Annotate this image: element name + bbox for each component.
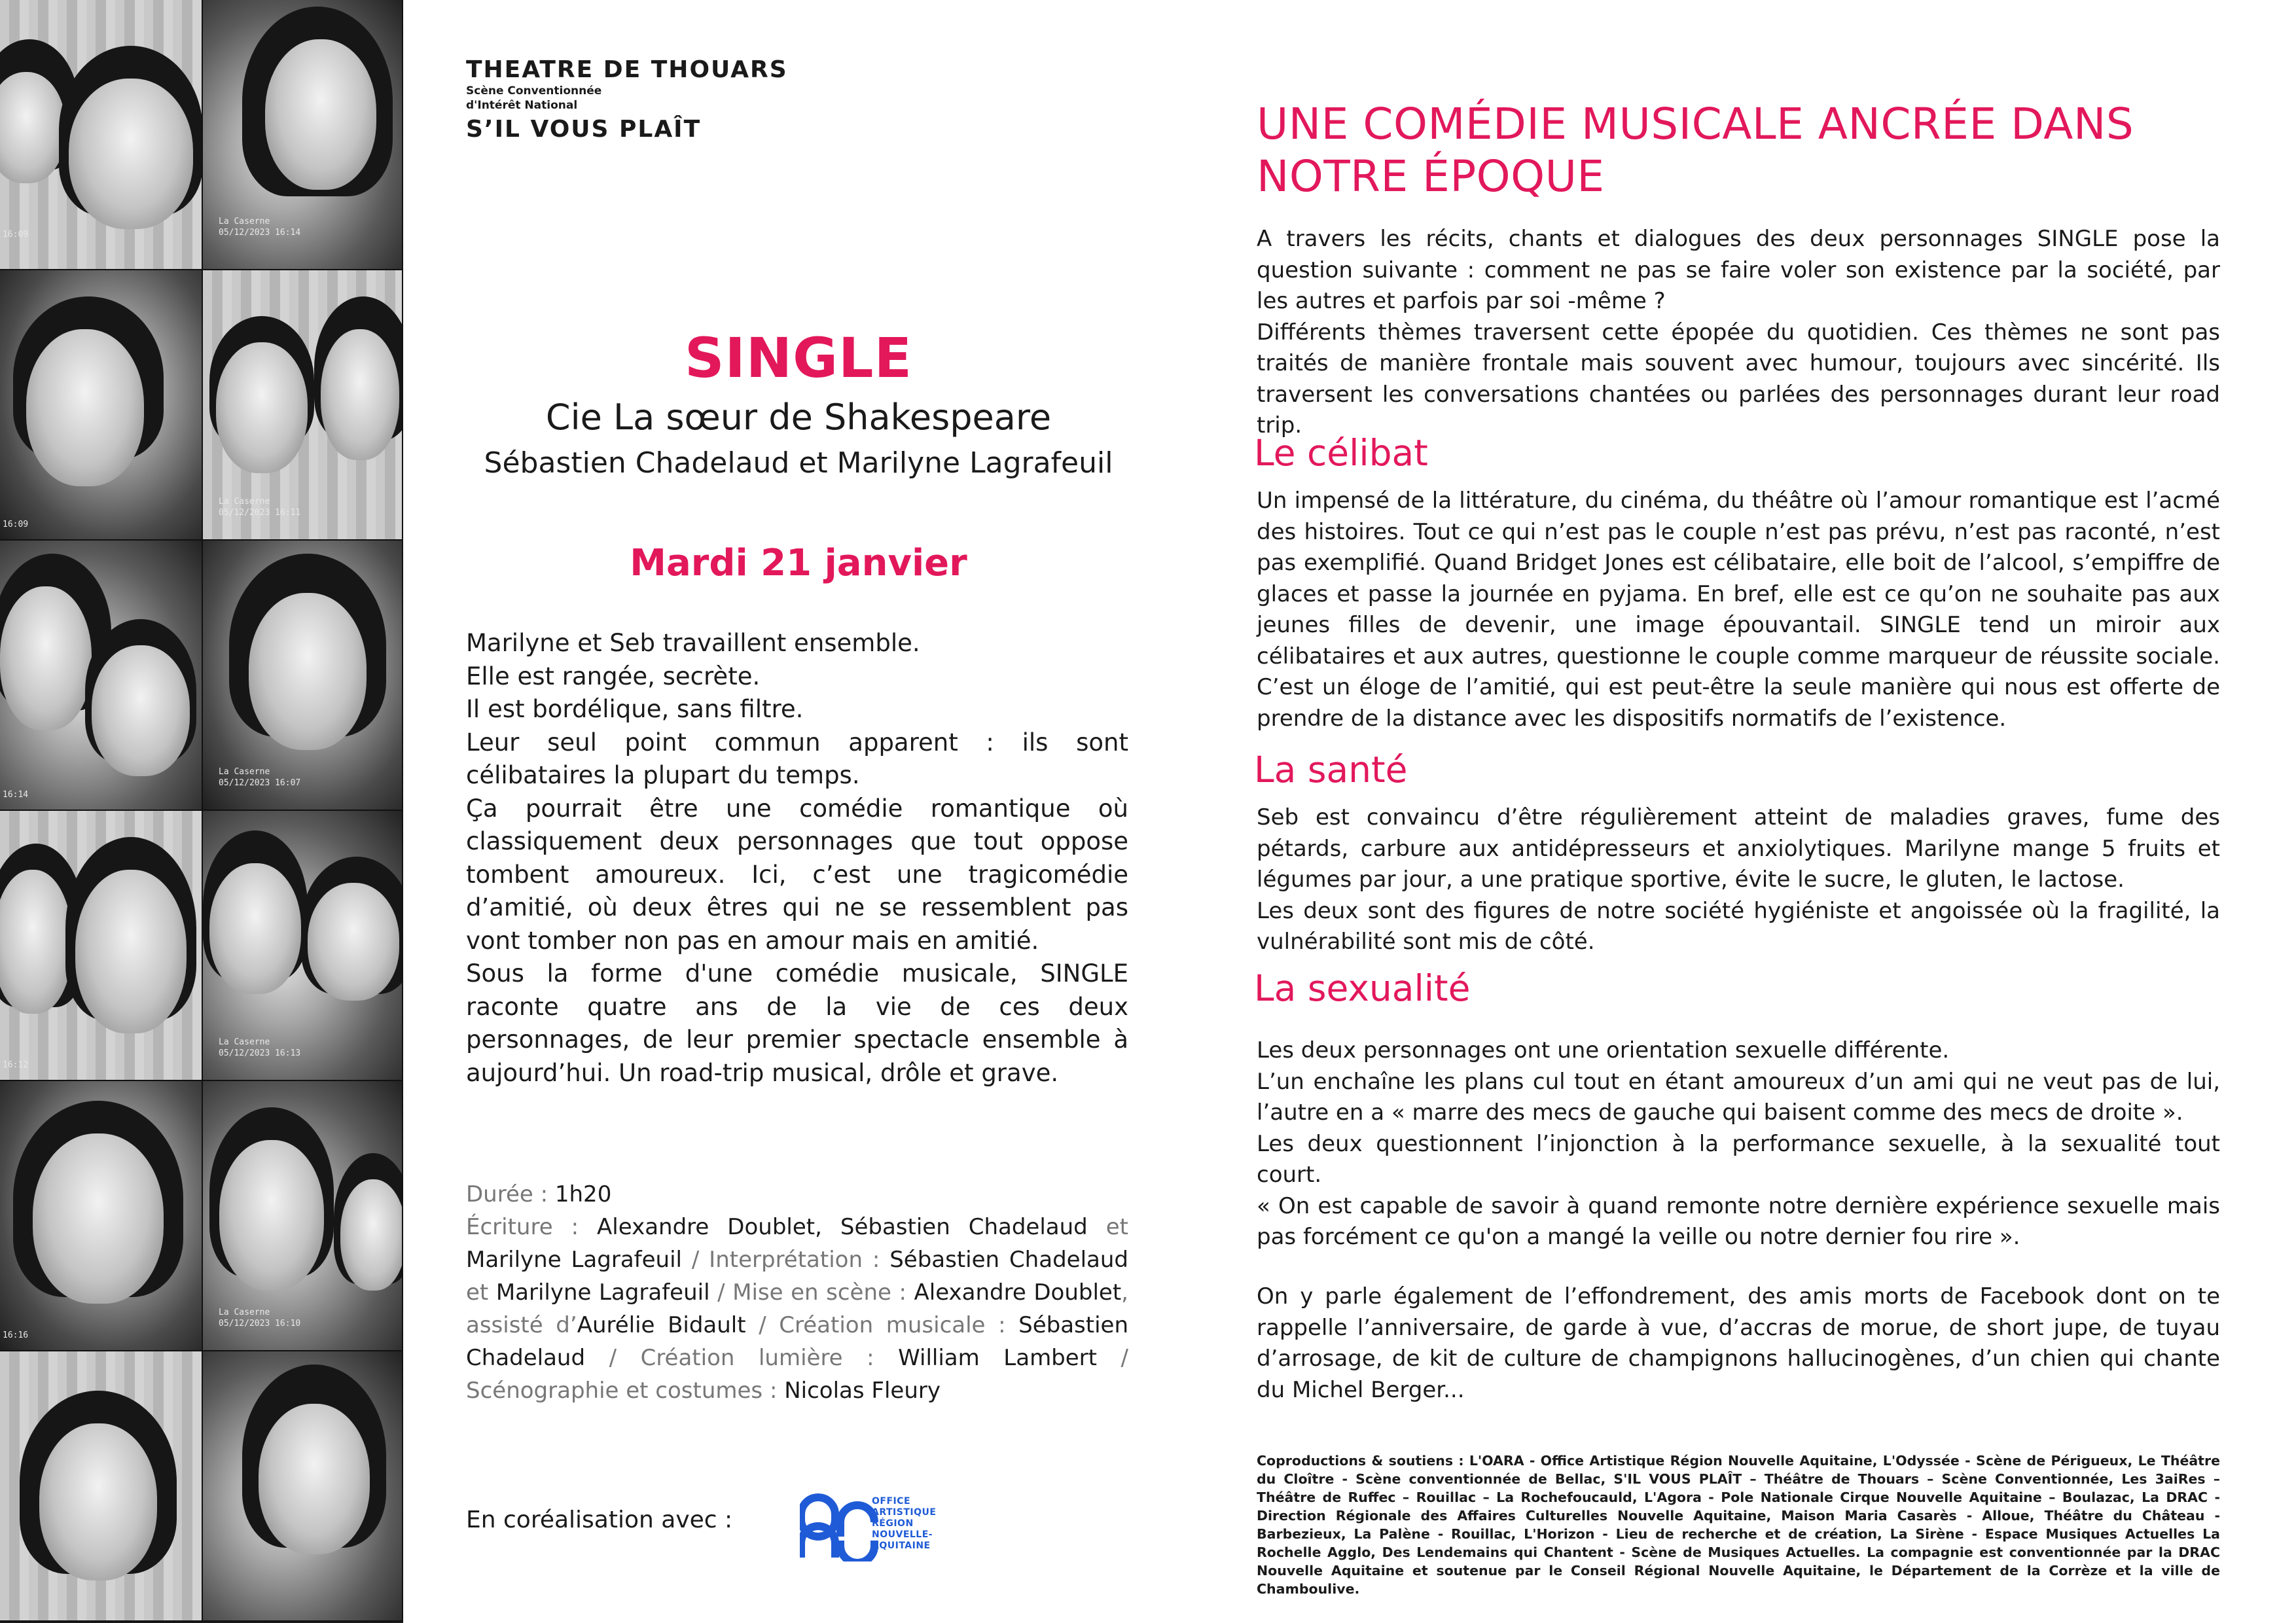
intro-text — [1257, 224, 2220, 442]
description-paragraph: Ça pourrait être une comédie romantique où classiquement deux personnages que tout oppose tombent amoureux. Ici, c’est une tragicomédie d’amitié, où deux êtres qui ne se ressemblent pas vont tomber non pas en amour mais en amitié. — [466, 794, 1128, 955]
photo-booth-image — [0, 1081, 203, 1351]
staging-label: / Mise en scène : — [709, 1279, 914, 1306]
description-paragraph: Elle est rangée, secrète. — [466, 662, 761, 690]
show-authors: Sébastien Chadelaud et Marilyne Lagrafeuil — [484, 446, 1113, 480]
section-paragraph: Les deux questionnent l’injonction à la performance sexuelle, à la sexualité tout court. — [1257, 1130, 2220, 1188]
photo-timestamp: 16:16 — [3, 1330, 29, 1340]
show-description — [466, 627, 1128, 1090]
section-heading-sante: La santé — [1254, 749, 1408, 791]
duration-line — [466, 1178, 1128, 1211]
coproductions-footnote: Coproductions & soutiens : L'OARA - Office Artistique Région Nouvelle Aquitaine, L'Odyssée - Scène de Périgueux, Le Théâtre du Cloître - Scène conventionnée de Bellac, S'IL VOUS PLAÎT – Théâtre de Thouars – Scène Conventionnée, Les 3aiRes – Théâtre de Ruffec – Rouillac – La Rochefoucauld, L'Agora - Pole Nationale Cirque Nouvelle Aquitaine – Boulazac, La DRAC - Direction Régionale des Affaires Culturelles Nouvelle Aquitaine, Maison Maria Casarès - Alloue, Théâtre du Château - Barbezieux, La Palène - Rouillac, L'Horizon - Lieu de recherche et de création, La Sirène - Espace Musiques Actuelles La Rochelle Agglo, Des Lendemains qui Chantent - Scène de Musiques Actuelles. La compagnie est conventionnée par la DRAC Nouvelle Aquitaine et soutenue par le Conseil Régional Nouvelle Aquitaine, le Département de la Corrèze et la ville de Chamboulive. — [1257, 1453, 2220, 1597]
closing-text — [1257, 1281, 2220, 1406]
theatre-subtitle-1: Scène Conventionnée — [466, 84, 602, 98]
light-value: William Lambert — [898, 1345, 1097, 1371]
music-value: Sébastien Chadelaud — [466, 1312, 1129, 1371]
description-paragraph: Sous la forme d'une comédie musicale, SINGLE raconte quatre ans de la vie de ces deux personnages, de leur premier spectacle ensemble à aujourd’hui. Un road-trip musical, drôle et grave. — [466, 959, 1128, 1087]
oara-line-2: ARTISTIQUE — [872, 1507, 937, 1518]
assisted-label: , assisté d’ — [466, 1279, 1128, 1338]
photo-booth-image — [0, 1351, 203, 1622]
intro-paragraph: Différents thèmes traversent cette épopée du quotidien. Ces thèmes ne sont pas traités de manière frontale mais souvent avec humour, toujours avec sincérité. Ils traversent les conversations chantées ou parlées des personnages durant leur road trip. — [1257, 319, 2220, 438]
section-heading-sexualite: La sexualité — [1254, 967, 1471, 1009]
assisted-value: Aurélie Bidault — [577, 1312, 746, 1338]
theatre-subtitle-2: d'Intérêt National — [466, 99, 578, 112]
photo-timestamp: 16:09 — [3, 230, 29, 240]
photo-booth-image — [0, 811, 203, 1081]
photo-booth-image — [203, 811, 403, 1081]
oara-line-4: NOUVELLE- — [872, 1529, 933, 1540]
photo-booth-image — [203, 1081, 403, 1351]
photo-timestamp: 16:09 — [3, 520, 29, 529]
duration-value: 1h20 — [554, 1181, 612, 1207]
photo-timestamp: 16:12 — [3, 1060, 29, 1070]
photo-strip — [0, 0, 403, 1623]
description-paragraph: Marilyne et Seb travaillent ensemble. — [466, 629, 920, 657]
show-credits — [466, 1178, 1128, 1407]
set-label: / Scénographie et costumes : — [466, 1345, 1128, 1404]
section-paragraph: L’un enchaîne les plans cul tout en étant amoureux d’un ami qui ne veut pas de lui, l’autre en a « marre des mecs de gauche qui baisent comme des mecs de droite ». — [1257, 1068, 2220, 1126]
photo-timestamp: La Caserne 05/12/2023 16:14 — [219, 217, 301, 238]
theatre-brand — [466, 56, 788, 143]
section-text-celibat — [1257, 486, 2220, 734]
oara-line-5: AQUITAINE — [872, 1541, 931, 1551]
photo-timestamp: La Caserne 05/12/2023 16:11 — [219, 497, 301, 518]
duration-label: Durée : — [466, 1181, 555, 1207]
photo-booth-image — [203, 270, 403, 541]
photo-booth-image — [203, 0, 403, 270]
closing-paragraph: On y parle également de l’effondrement, des amis morts de Facebook dont on te rappelle l’anniversaire, de garde à vue, d’accras de morue, de short jupe, de tuyau d’arrosage, de kit de culture de champignons hallucinogènes, d’un chien qui chante du Michel Berger... — [1257, 1283, 2220, 1403]
description-paragraph: Leur seul point commun apparent : ils sont célibataires la plupart du temps. — [466, 728, 1128, 789]
show-date: Mardi 21 janvier — [630, 542, 967, 584]
section-text-sexualite — [1257, 1035, 2220, 1253]
oara-line-1: OFFICE — [872, 1496, 911, 1507]
staging-value: Alexandre Doublet — [914, 1279, 1122, 1306]
photo-timestamp: La Caserne 05/12/2023 16:13 — [219, 1037, 301, 1058]
light-label: / Création lumière : — [585, 1345, 899, 1371]
main-heading: UNE COMÉDIE MUSICALE ANCRÉE DANS NOTRE ÉPOQUE — [1257, 99, 2134, 202]
show-title: SINGLE — [685, 326, 912, 390]
section-paragraph: Les deux personnages ont une orientation sexuelle différente. — [1257, 1037, 1950, 1063]
section-paragraph: Les deux sont des figures de notre société hygiéniste et angoissée où la fragilité, la vulnérabilité sont mis de côté. — [1257, 897, 2220, 955]
oara-line-3: RÉGION — [872, 1518, 914, 1529]
photo-timestamp: 16:14 — [3, 790, 29, 800]
writing-and: et — [1087, 1214, 1129, 1240]
section-text-sante — [1257, 802, 2220, 958]
section-paragraph: Un impensé de la littérature, du cinéma, du théâtre où l’amour romantique est l’acmé des histoires. Tout ce qui n’est pas le couple n’est pas prévu, n’est pas raconté, n’est pas exemplifié. Quand Bridget Jones est célibataire, elle boit de l’alcool, s’empiffre de glaces et passe la journée en pyjama. En bref, elle est ce qu’on ne souhaite pas aux jeunes filles de devenir, une image épouvantail. SINGLE tend un miroir aux célibataires et aux autres, questionne le couple comme marqueur de réussite sociale. C’est un éloge de l’amitié, qui est peut-être la seule manière qui nous est offerte de prendre de la distance avec les dispositifs normatifs de l’existence. — [1257, 488, 2220, 732]
interpretation-label: / Interprétation : — [682, 1247, 890, 1273]
music-label: / Création musicale : — [745, 1312, 1019, 1338]
photo-booth-image — [0, 0, 203, 270]
company-name: Cie La sœur de Shakespeare — [545, 397, 1052, 438]
photo-timestamp: La Caserne 05/12/2023 16:07 — [219, 767, 301, 788]
intro-paragraph: A travers les récits, chants et dialogues des deux personnages SINGLE pose la question suivante : comment ne pas se faire voler son existence par la société, par les autres et parfois par soi -même ? — [1257, 226, 2220, 314]
interpretation-value-2: Marilyne Lagrafeuil — [495, 1279, 710, 1306]
section-paragraph: « On est capable de savoir à quand remonte notre dernière expérience sexuelle mais pas forcément ce qu'on a mangé la veille ou notre dernier fou rire ». — [1257, 1192, 2220, 1250]
writing-value: Alexandre Doublet, Sébastien Chadelaud — [597, 1214, 1088, 1240]
section-heading-celibat: Le célibat — [1254, 432, 1428, 474]
photo-booth-image — [0, 541, 203, 811]
photo-booth-image — [0, 270, 203, 541]
interpretation-and: et — [466, 1279, 496, 1306]
corealisation-label: En coréalisation avec : — [466, 1507, 733, 1533]
photo-timestamp: La Caserne 05/12/2023 16:10 — [219, 1308, 301, 1329]
theatre-tagline: S’IL VOUS PLAÎT — [466, 116, 702, 143]
theatre-name: THEATRE DE THOUARS — [466, 56, 788, 83]
photo-booth-image — [203, 541, 403, 811]
writing-value-2: Marilyne Lagrafeuil — [466, 1247, 682, 1273]
oara-logo-text — [872, 1496, 936, 1552]
writing-label: Écriture : — [466, 1214, 598, 1240]
set-value: Nicolas Fleury — [784, 1378, 941, 1404]
interpretation-value: Sébastien Chadelaud — [889, 1247, 1128, 1273]
photo-booth-image — [203, 1351, 403, 1622]
credits-body — [466, 1211, 1128, 1407]
description-paragraph: Il est bordélique, sans filtre. — [466, 695, 804, 723]
section-paragraph: Seb est convaincu d’être régulièrement atteint de maladies graves, fume des pétards, carbure aux antidépresseurs et anxiolytiques. Marilyne mange 5 fruits et légumes par jour, a une pratique sportive, évite le sucre, le gluten, le lactose. — [1257, 804, 2220, 893]
